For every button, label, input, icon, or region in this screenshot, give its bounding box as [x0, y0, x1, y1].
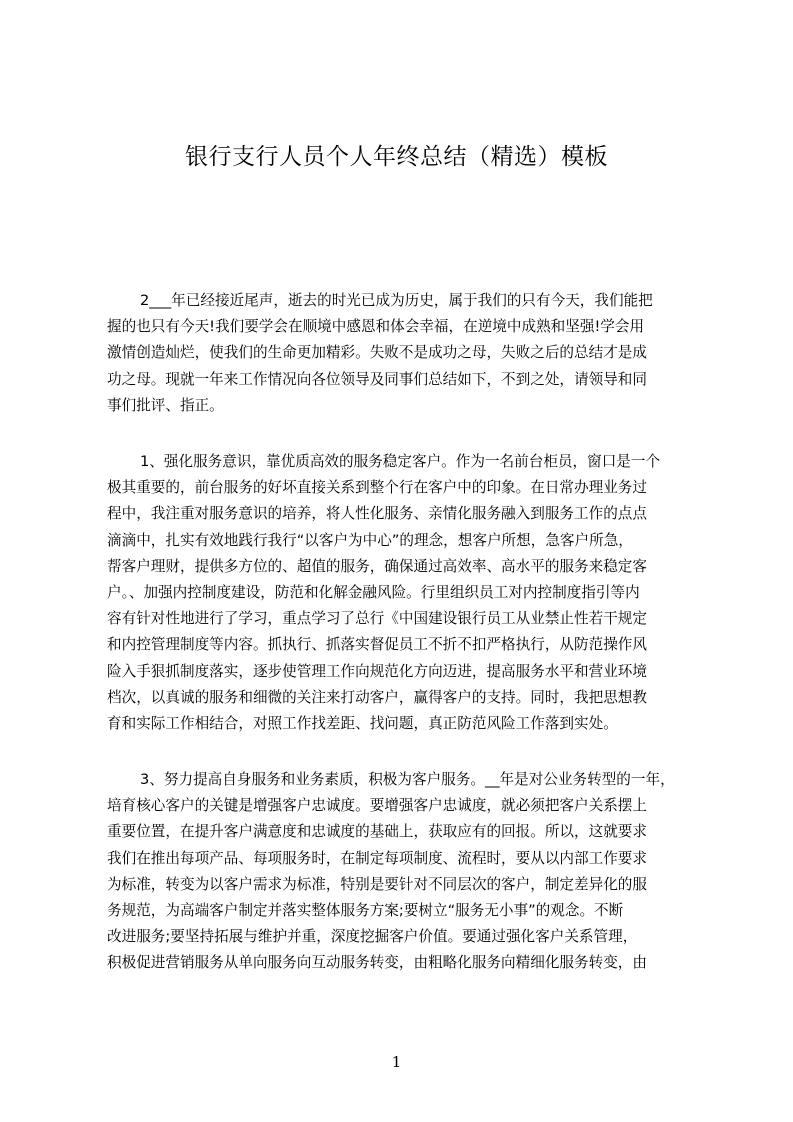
paragraph-line: 培育核心客户的关键是增强客户忠诚度。要增强客户忠诚度，就必须把客户关系摆上: [107, 797, 647, 815]
page-number: 1: [391, 1053, 402, 1071]
paragraph-service-awareness: [107, 449, 707, 737]
paragraph-business-quality: [107, 767, 707, 977]
paragraph-line: 功之母。现就一年来工作情况向各位领导及同事们总结如下，不到之处，请领导和同: [107, 370, 647, 388]
paragraph-line: 激情创造灿烂，使我们的生命更加精彩。失败不是成功之母，失败之后的总结才是成: [107, 344, 647, 362]
paragraph-line: 和内控管理制度等内容。抓执行、抓落实督促员工不折不扣严格执行，从防范操作风: [107, 636, 647, 654]
paragraph-line: 1、强化服务意识，靠优质高效的服务稳定客户。作为一名前台柜员，窗口是一个: [140, 453, 661, 470]
paragraph-line: 育和实际工作相结合，对照工作找差距、找问题，真正防范风险工作落到实处。: [107, 714, 618, 732]
paragraph-line: 户。、加强内控制度建设，防范和化解金融风险。行里组织员工对内控制度指引等内: [107, 583, 640, 601]
document-title: 银行支行人员个人年终总结（精选）模板: [185, 144, 608, 170]
paragraph-line: 务规范，为高端客户制定并落实整体服务方案;要树立“服务无小事”的观念。不断: [107, 901, 624, 919]
paragraph-line: 握的也只有今天!我们要学会在顺境中感恩和体会幸福，在逆境中成熟和坚强!学会用: [107, 318, 645, 336]
paragraph-line: 重要位置，在提升客户满意度和忠诚度的基础上，获取应有的回报。所以，这就要求: [107, 823, 647, 841]
paragraph-line: 积极促进营销服务从单向服务向互动服务转变，由粗略化服务向精细化服务转变，由: [107, 954, 647, 972]
paragraph-line: 帮客户理财，提供多方位的、超值的服务，确保通过高效率、高水平的服务来稳定客: [107, 557, 647, 575]
paragraph-line: 我们在推出每项产品、每项服务时，在制定每项制度、流程时，要从以内部工作要求: [107, 849, 647, 867]
paragraph-line: 容有针对性地进行了学习，重点学习了总行《中国建设银行员工从业禁止性若干规定: [107, 610, 647, 628]
paragraph-line: 险入手狠抓制度落实，逐步使管理工作向规范化方向迈进，提高服务水平和营业环境: [107, 662, 647, 680]
paragraph-intro: [107, 288, 707, 419]
paragraph-line: 滴滴中，扎实有效地践行我行“以客户为中心”的理念，想客户所想，急客户所急，: [107, 531, 633, 549]
paragraph-line: 档次，以真诚的服务和细微的关注来打动客户，赢得客户的支持。同时，我把思想教: [107, 688, 647, 706]
paragraph-line: 极其重要的，前台服务的好坏直接关系到整个行在客户中的印象。在日常办理业务过: [107, 479, 647, 497]
paragraph-line: 3、努力提高自身服务和业务素质，积极为客户服务。__年是对公业务转型的一年，: [140, 771, 675, 788]
paragraph-line: 程中，我注重对服务意识的培养，将人性化服务、亲情化服务融入到服务工作的点点: [107, 505, 647, 523]
paragraph-line: 事们批评、指正。: [107, 396, 224, 414]
paragraph-line: 改进服务;要坚持拓展与维护并重，深度挖掘客户价值。要通过强化客户关系管理，: [107, 928, 638, 946]
paragraph-line: 2___年已经接近尾声，逝去的时光已成为历史，属于我们的只有今天，我们能把: [140, 292, 653, 309]
paragraph-line: 为标准，转变为以客户需求为标准，特别是要针对不同层次的客户，制定差异化的服: [107, 875, 647, 893]
